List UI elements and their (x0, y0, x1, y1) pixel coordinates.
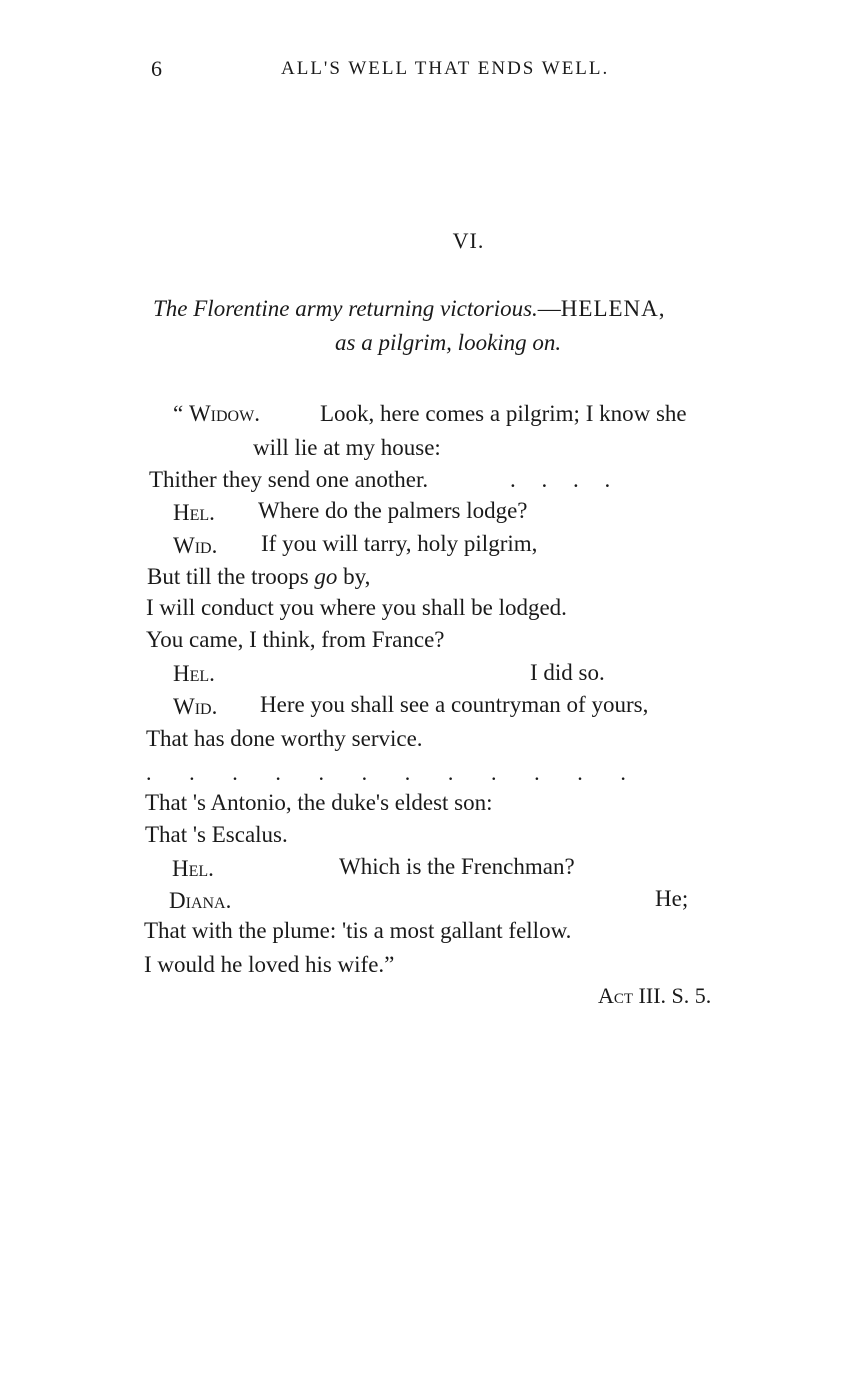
dialogue-line-15-text: He; (655, 886, 689, 911)
line-6-before: But till the troops (147, 564, 315, 589)
ellipsis-dot: . (275, 760, 281, 785)
ellipsis-dot: . (491, 760, 497, 785)
speaker-hel-2: Hel. (173, 661, 215, 686)
dialogue-line-1-text: Look, here comes a pilgrim; I know she (320, 401, 687, 426)
dialogue-line-13: That 's Escalus. (145, 822, 288, 847)
ellipsis-dot: . (404, 760, 411, 785)
ellipsis-dot: . (146, 760, 152, 785)
ellipsis-row (146, 760, 626, 786)
scene-argument-line-1 (153, 296, 666, 322)
ellipsis-dot: . (361, 760, 368, 785)
argument-italic: The Florentine army returning victorious. (153, 296, 538, 321)
dialogue-line-2: will lie at my house: (253, 435, 441, 460)
dialogue-line-8: You came, I think, from France? (146, 627, 445, 652)
speaker-widow: Widow. (188, 401, 260, 426)
scene-argument-line-2: as a pilgrim, looking on. (335, 330, 562, 355)
ellipsis-dot: . (318, 760, 324, 785)
dialogue-line-16: That with the plume: 'tis a most gallant fellow. (144, 918, 572, 943)
ellipsis-dot: . (534, 760, 540, 785)
speaker-hel-3: Hel. (172, 856, 214, 881)
dialogue-line-7: I will conduct you where you shall be lodged. (146, 595, 567, 620)
dialogue-line-11: That has done worthy service. (146, 726, 423, 751)
argument-dash: — (537, 296, 561, 321)
ellipsis-dot: . (620, 760, 626, 785)
dialogue-line-4-text: Where do the palmers lodge? (258, 498, 528, 523)
scene-number: VI. (452, 228, 485, 253)
ellipsis-dot: . (232, 760, 238, 785)
speaker-wid: Wid. (173, 533, 218, 558)
argument-name: HELENA, (560, 296, 666, 321)
dialogue-line-9-text: I did so. (530, 660, 605, 685)
dialogue-line-12: That 's Antonio, the duke's eldest son: (145, 790, 493, 815)
line-6-after: by, (337, 564, 371, 589)
open-quote: “ (173, 401, 189, 426)
dialogue-line-1 (173, 402, 260, 425)
line-6-italic: go (314, 564, 338, 589)
running-title: ALL'S WELL THAT ENDS WELL. (281, 58, 610, 79)
dialogue-line-5-text: If you will tarry, holy pilgrim, (261, 531, 538, 556)
page-number: 6 (151, 56, 162, 81)
dialogue-line-6 (147, 565, 370, 588)
speaker-diana: Diana. (169, 888, 232, 913)
act-scene-reference: Act III. S. 5. (598, 983, 712, 1008)
speaker-hel: Hel. (173, 500, 215, 525)
dialogue-line-17: I would he loved his wife.” (144, 952, 395, 977)
dialogue-line-14-text: Which is the Frenchman? (339, 854, 575, 879)
dialogue-line-3: Thither they send one another. (149, 467, 429, 492)
speaker-wid-2: Wid. (173, 694, 218, 719)
dialogue-line-10-text: Here you shall see a countryman of yours, (260, 692, 649, 717)
ellipsis-dot: . (189, 760, 195, 785)
ellipsis-dot: . (577, 760, 583, 785)
ellipsis-dot: . (447, 760, 454, 785)
dialogue-line-3-dots: . . . . (510, 467, 621, 492)
